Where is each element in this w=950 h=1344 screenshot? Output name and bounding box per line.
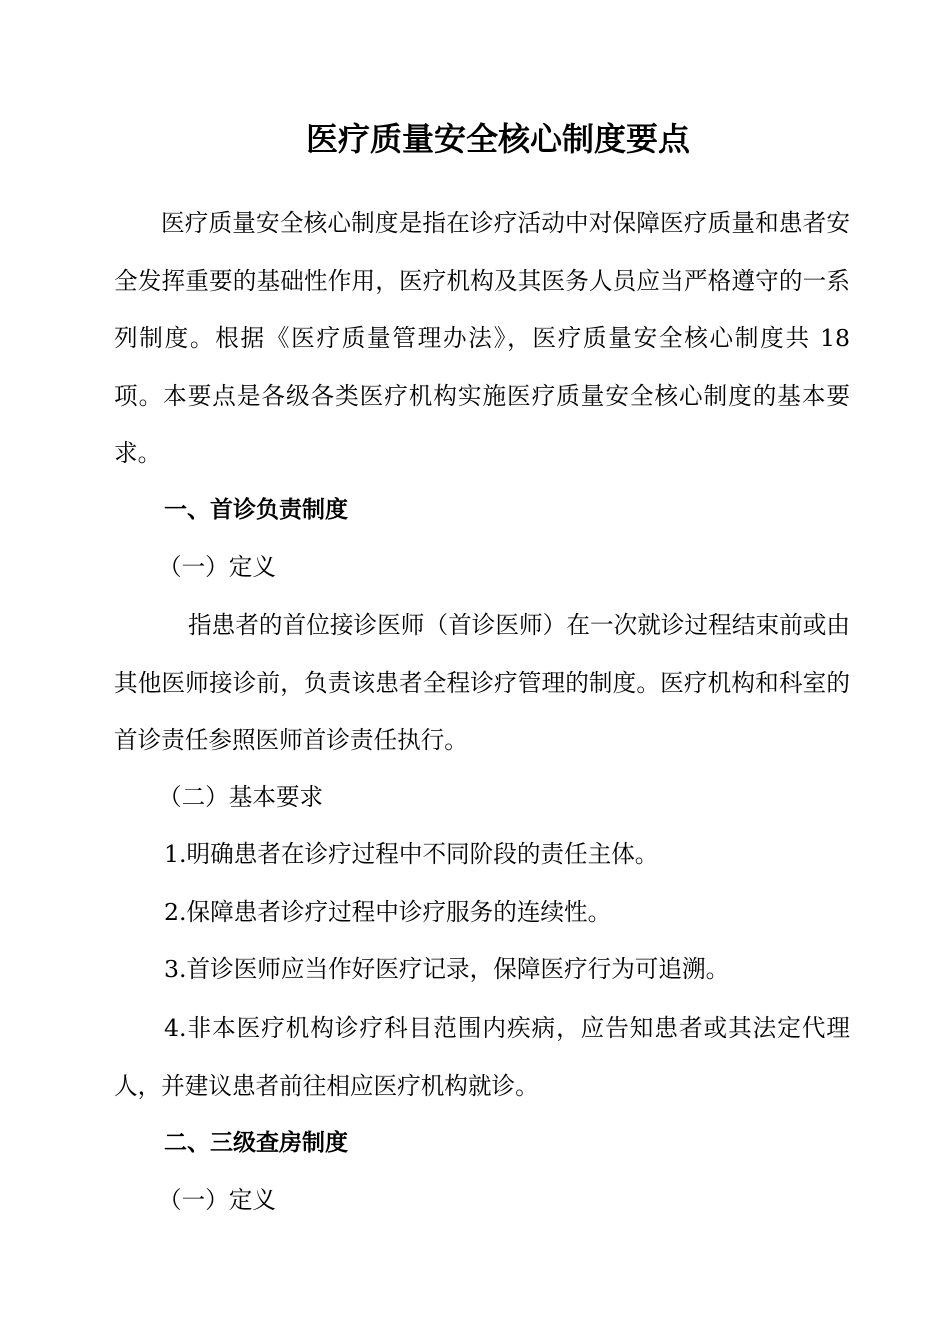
section1-item-1: 1.明确患者在诊疗过程中不同阶段的责任主体。 — [164, 840, 659, 868]
title-container — [0, 112, 950, 166]
document-title: 医疗质量安全核心制度要点 — [306, 120, 691, 158]
section1-definition-text: 指患者的首位接诊医师（首诊医师）在一次就诊过程结束前或由其他医师接诊前，负责该患者全程诊疗管理的制度。医疗机构和科室的首诊责任参照医师首诊责任执行。 — [114, 611, 850, 754]
section1-heading: 一、首诊负责制度 — [164, 497, 348, 523]
section1-item-4: 4.非本医疗机构诊疗科目范围内疾病，应告知患者或其法定代理人，并建议患者前往相应医疗机构就诊。 — [114, 1014, 850, 1100]
section1-item-3: 3.首诊医师应当作好医疗记录，保障医疗行为可追溯。 — [164, 955, 730, 983]
section1-item-2: 2.保障患者诊疗过程中诊疗服务的连续性。 — [164, 898, 612, 926]
section2-heading: 二、三级查房制度 — [164, 1130, 348, 1156]
section1-requirements-label: （二）基本要求 — [158, 783, 324, 811]
intro-paragraph: 医疗质量安全核心制度是指在诊疗活动中对保障医疗质量和患者安全发挥重要的基础性作用，医疗机构及其医务人员应当严格遵守的一系列制度。根据《医疗质量管理办法》，医疗质量安全核心制度共 18 项。本要点是各级各类医疗机构实施医疗质量安全核心制度的基本要求。 — [114, 209, 850, 467]
section2-definition-label: （一）定义 — [158, 1186, 276, 1214]
section1-definition-label: （一）定义 — [158, 553, 276, 581]
